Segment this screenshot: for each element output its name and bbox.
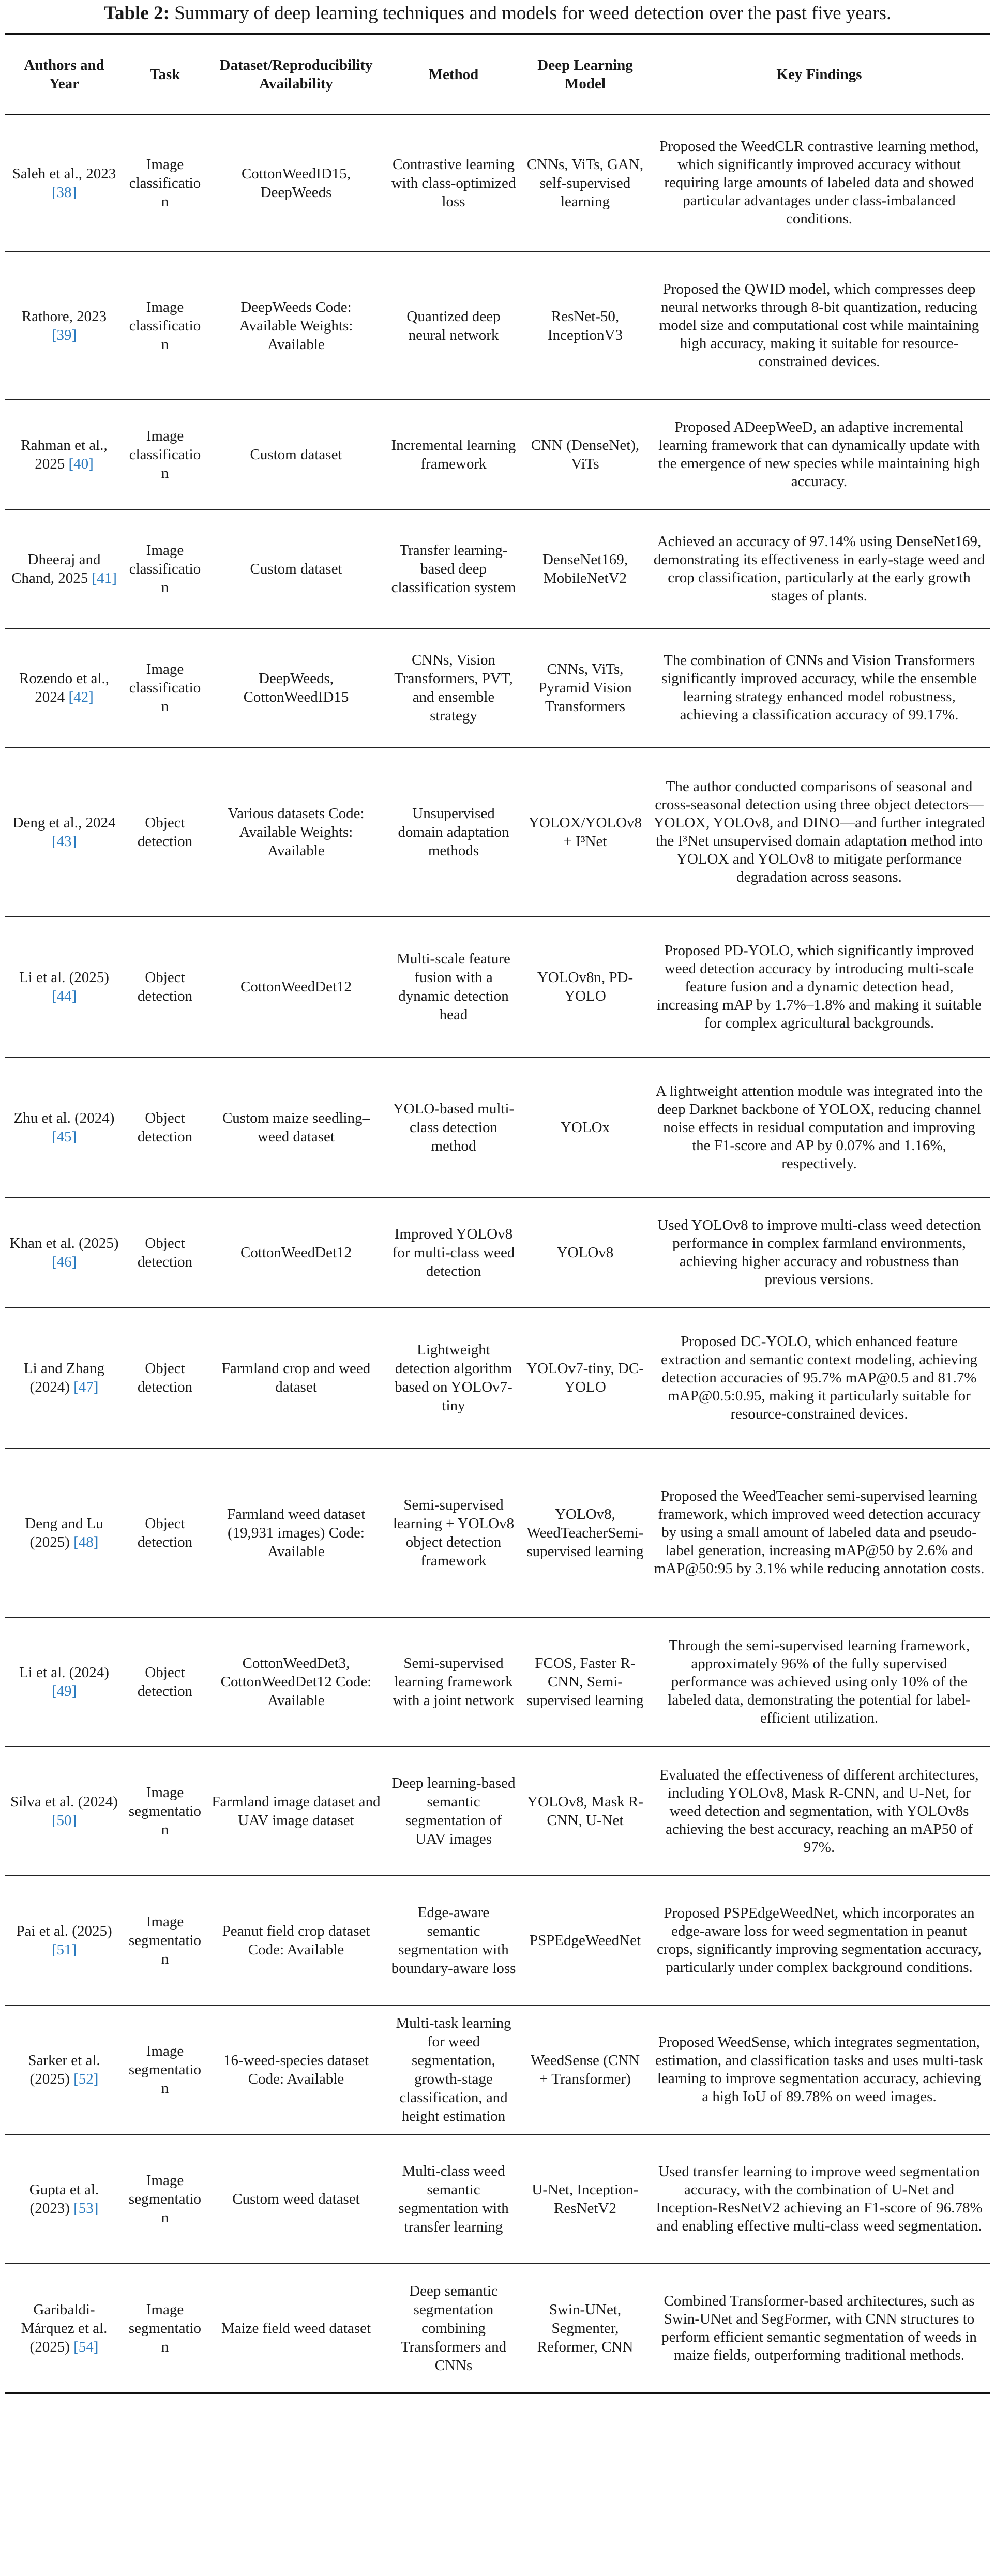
author-cell xyxy=(5,747,123,916)
dataset-cell: Farmland weed dataset (19,931 images) Code: Available xyxy=(227,1505,366,1560)
dataset-cell: Peanut field crop dataset Code: Available xyxy=(222,1923,370,1958)
task-cell: Image classification xyxy=(129,661,201,715)
citation-link[interactable]: [51] xyxy=(51,1941,77,1958)
caption-text: Summary of deep learning techniques and models for weed detection over the past five years. xyxy=(169,3,892,24)
citation-link[interactable]: [45] xyxy=(51,1128,77,1145)
author-cell xyxy=(5,1057,123,1198)
table-row xyxy=(5,114,990,251)
citation-link[interactable]: [52] xyxy=(73,2071,99,2087)
task-cell: Image segmentation xyxy=(128,1784,202,1838)
author-text: Khan et al. (2025) xyxy=(9,1235,119,1252)
header-method: Method xyxy=(385,34,522,114)
table-row xyxy=(5,1307,990,1448)
findings-cell: Through the semi-supervised learning framework, approximately 96% of the fully supervised performance was achieved using only 10% of the labeled data, demonstrating the potential for label-efficient utilization. xyxy=(668,1637,971,1726)
table-row xyxy=(5,916,990,1057)
author-text: Dheeraj and Chand, 2025 xyxy=(11,551,101,586)
author-text: Pai et al. (2025) xyxy=(16,1923,112,1939)
method-cell: Edge-aware semantic segmentation with boundary-aware loss xyxy=(391,1904,516,1977)
author-cell xyxy=(5,400,123,509)
author-text: Zhu et al. (2024) xyxy=(13,1110,115,1126)
citation-link[interactable]: [54] xyxy=(73,2338,99,2355)
author-text: Deng et al., 2024 xyxy=(12,814,116,831)
table-row xyxy=(5,509,990,628)
header-findings: Key Findings xyxy=(649,34,990,114)
author-cell xyxy=(5,2264,123,2393)
table-row xyxy=(5,1448,990,1617)
task-cell: Image segmentation xyxy=(128,2301,202,2355)
table-row xyxy=(5,251,990,400)
method-cell: CNNs, Vision Transformers, PVT, and ensemble strategy xyxy=(394,652,513,724)
dataset-cell: Maize field weed dataset xyxy=(221,2319,371,2337)
task-cell: Image classification xyxy=(129,156,201,210)
task-cell: Object detection xyxy=(137,969,193,1004)
dataset-cell: Custom dataset xyxy=(250,561,342,577)
findings-cell: Proposed the WeedTeacher semi-supervised learning framework, which improved weed detection accuracy by using a small amount of labeled data and pseudo-label generation, increasing mAP@50 by 2.6% and mAP@50:95 by 3.1% while reducing annotation costs. xyxy=(654,1488,985,1577)
author-cell xyxy=(5,1448,123,1617)
model-cell: YOLOv8 xyxy=(556,1244,614,1261)
dataset-cell: Farmland image dataset and UAV image dataset xyxy=(212,1794,381,1829)
task-cell: Image classification xyxy=(129,428,201,481)
method-cell: Multi-task learning for weed segmentation, growth-stage classification, and height estimation xyxy=(396,2015,511,2125)
dataset-cell: 16-weed-species dataset Code: Available xyxy=(223,2052,369,2087)
method-cell: Unsupervised domain adaptation methods xyxy=(398,805,509,859)
findings-cell: A lightweight attention module was integrated into the deep Darknet backbone of YOLOX, reducing channel noise effects in residual computation and improving the F1-score and AP by 0.07% and 1.16%, respectively. xyxy=(655,1082,983,1172)
task-cell: Image segmentation xyxy=(128,1914,202,1967)
findings-cell: The author conducted comparisons of seasonal and cross-seasonal detection using three object detectors—YOLOX, YOLOv8, and DINO—and further integrated the I³Net unsupervised domain adaptation method into YOLOX and YOLOv8 to mitigate performance degradation across seasons. xyxy=(653,778,985,885)
findings-cell: Evaluated the effectiveness of different architectures, including YOLOv8, Mask R-CNN, and U-Net, for weed detection and segmentation, with YOLOv8s achieving the best accuracy, reaching an mAP50 of 97%. xyxy=(659,1766,979,1856)
author-text: Rozendo et al., 2024 xyxy=(19,670,109,705)
findings-cell: Proposed ADeepWeeD, an adaptive incremental learning framework that can dynamically update with the emergence of new species while maintaining high accuracy. xyxy=(658,419,980,490)
model-cell: Swin-UNet, Segmenter, Reformer, CNN xyxy=(537,2301,634,2355)
dataset-cell: Custom dataset xyxy=(250,446,342,463)
author-cell xyxy=(5,1617,123,1746)
method-cell: Semi-supervised learning framework with a joint network xyxy=(393,1655,515,1709)
dataset-cell: CottonWeedDet3, CottonWeedDet12 Code: Available xyxy=(220,1655,372,1709)
author-text: Saleh et al., 2023 xyxy=(12,165,116,182)
method-cell: YOLO-based multi-class detection method xyxy=(393,1101,515,1154)
model-cell: PSPEdgeWeedNet xyxy=(529,1932,641,1949)
method-cell: Deep semantic segmentation combining Transformers and CNNs xyxy=(400,2282,507,2374)
dataset-cell: CottonWeedDet12 xyxy=(240,978,352,995)
model-cell: WeedSense (CNN + Transformer) xyxy=(530,2052,640,2087)
author-text: Garibaldi-Márquez et al. (2025) xyxy=(21,2301,108,2355)
dataset-cell: Various datasets Code: Available Weights: Available xyxy=(228,805,365,859)
method-cell: Quantized deep neural network xyxy=(406,308,501,343)
table-row xyxy=(5,2005,990,2134)
table-row xyxy=(5,2134,990,2264)
header-task: Task xyxy=(123,34,207,114)
task-cell: Object detection xyxy=(137,814,193,850)
dataset-cell: DeepWeeds Code: Available Weights: Available xyxy=(239,298,353,353)
header-dataset: Dataset/Reproducibility Availability xyxy=(207,34,385,114)
findings-cell: Proposed PSPEdgeWeedNet, which incorporates an edge-aware loss for weed segmentation in peanut crops, significantly improving segmentation accuracy, particularly under complex background conditions. xyxy=(657,1905,982,1976)
dataset-cell: Custom weed dataset xyxy=(232,2191,360,2207)
method-cell: Improved YOLOv8 for multi-class weed detection xyxy=(392,1226,515,1279)
author-cell xyxy=(5,628,123,747)
author-cell xyxy=(5,1307,123,1448)
author-text: Rahman et al., 2025 xyxy=(21,437,108,472)
author-cell xyxy=(5,509,123,628)
table-row xyxy=(5,1876,990,2005)
citation-link[interactable]: [39] xyxy=(51,326,77,343)
author-cell xyxy=(5,114,123,251)
task-cell: Object detection xyxy=(137,1515,193,1550)
task-cell: Object detection xyxy=(137,1664,193,1699)
table-row xyxy=(5,628,990,747)
findings-cell: Proposed DC-YOLO, which enhanced feature extraction and semantic context modeling, achieving detection accuracies of 95.7% mAP@0.5 and 81.7% mAP@0.5:0.95, making it particularly suitable for resource-constrained devices. xyxy=(660,1333,978,1422)
method-cell: Transfer learning-based deep classification system xyxy=(391,542,516,596)
findings-cell: Used transfer learning to improve weed segmentation accuracy, with the combination of U-Net and Inception-ResNetV2 achieving an F1-score of 96.78% and enabling effective multi-class weed segmentation. xyxy=(656,2163,983,2234)
dataset-cell: Farmland crop and weed dataset xyxy=(221,1360,371,1395)
table-row xyxy=(5,747,990,916)
citation-link[interactable]: [53] xyxy=(73,2200,99,2217)
model-cell: CNNs, ViTs, GAN, self-supervised learning xyxy=(526,156,644,210)
author-cell xyxy=(5,1198,123,1307)
model-cell: YOLOv8, Mask R-CNN, U-Net xyxy=(527,1794,643,1829)
citation-link[interactable]: [44] xyxy=(51,988,77,1004)
author-cell xyxy=(5,1746,123,1876)
citation-link[interactable]: [40] xyxy=(68,456,94,472)
task-cell: Image classification xyxy=(129,542,201,596)
model-cell: YOLOx xyxy=(560,1119,610,1136)
author-cell xyxy=(5,2005,123,2134)
model-cell: DenseNet169, MobileNetV2 xyxy=(542,551,628,586)
table-row xyxy=(5,400,990,509)
model-cell: ResNet-50, InceptionV3 xyxy=(548,308,623,343)
author-text: Gupta et al. (2023) xyxy=(29,2181,99,2217)
header-authors: Authors and Year xyxy=(5,34,123,114)
author-cell xyxy=(5,251,123,400)
header-row xyxy=(5,34,990,114)
findings-cell: Proposed the WeedCLR contrastive learning method, which significantly improved accuracy without requiring large amounts of labeled data and showed particular advantages under class-imbalanced conditions. xyxy=(659,138,979,227)
table-row xyxy=(5,2264,990,2393)
table-row xyxy=(5,1746,990,1876)
dataset-cell: CottonWeedID15, DeepWeeds xyxy=(241,165,351,201)
task-cell: Image segmentation xyxy=(128,2172,202,2226)
dataset-cell: Custom maize seedling–weed dataset xyxy=(222,1110,370,1145)
table-label: Table 2: xyxy=(103,3,170,24)
author-cell xyxy=(5,1876,123,2005)
model-cell: YOLOv7-tiny, DC-YOLO xyxy=(526,1360,644,1395)
citation-link[interactable]: [49] xyxy=(51,1683,77,1699)
method-cell: Semi-supervised learning + YOLOv8 object detection framework xyxy=(393,1496,515,1569)
weed-detection-summary-table xyxy=(5,33,990,2394)
citation-link[interactable]: [50] xyxy=(51,1812,77,1829)
citation-link[interactable]: [42] xyxy=(68,689,94,705)
model-cell: FCOS, Faster R-CNN, Semi-supervised learning xyxy=(526,1655,644,1709)
author-text: Sarker et al. (2025) xyxy=(28,2052,100,2087)
author-cell xyxy=(5,2134,123,2264)
model-cell: YOLOX/YOLOv8 + I³Net xyxy=(528,814,642,850)
findings-cell: Proposed PD-YOLO, which significantly improved weed detection accuracy by introducing multi-scale feature fusion and a dynamic detection head, increasing mAP by 1.7%–1.8% and making it suitable for complex agricultural backgrounds. xyxy=(657,942,982,1031)
method-cell: Multi-class weed semantic segmentation with transfer learning xyxy=(398,2163,509,2235)
table-row xyxy=(5,1057,990,1198)
citation-link[interactable]: [41] xyxy=(92,570,117,586)
model-cell: U-Net, Inception-ResNetV2 xyxy=(532,2181,639,2217)
citation-link[interactable]: [47] xyxy=(73,1379,99,1395)
findings-cell: Achieved an accuracy of 97.14% using DenseNet169, demonstrating its effectiveness in early-stage weed and crop classification, particularly at the early growth stages of plants. xyxy=(653,533,985,604)
task-cell: Object detection xyxy=(137,1235,193,1270)
table-row xyxy=(5,1198,990,1307)
author-text: Rathore, 2023 xyxy=(21,308,107,325)
task-cell: Image classification xyxy=(129,298,201,353)
dataset-cell: DeepWeeds, CottonWeedID15 xyxy=(243,670,349,705)
author-text: Li et al. (2024) xyxy=(19,1664,109,1681)
method-cell: Deep learning-based semantic segmentation of UAV images xyxy=(391,1775,516,1847)
task-cell: Object detection xyxy=(137,1110,193,1145)
findings-cell: Combined Transformer-based architectures, such as Swin-UNet and SegFormer, with CNN structures to perform efficient semantic segmentation of weeds in maize fields, outperforming traditional methods. xyxy=(661,2292,977,2363)
author-text: Silva et al. (2024) xyxy=(10,1794,118,1810)
dataset-cell: CottonWeedDet12 xyxy=(240,1244,352,1261)
method-cell: Multi-scale feature fusion with a dynamic detection head xyxy=(397,951,510,1023)
citation-link[interactable]: [48] xyxy=(73,1533,99,1550)
header-model: Deep Learning Model xyxy=(522,34,649,114)
citation-link[interactable]: [43] xyxy=(51,833,77,850)
author-text: Li and Zhang (2024) xyxy=(23,1360,105,1395)
table-row xyxy=(5,1617,990,1746)
method-cell: Contrastive learning with class-optimized loss xyxy=(391,156,516,210)
author-cell xyxy=(5,916,123,1057)
method-cell: Lightweight detection algorithm based on YOLOv7-tiny xyxy=(395,1342,512,1414)
findings-cell: Used YOLOv8 to improve multi-class weed detection performance in complex farmland environments, achieving higher accuracy and robustness than previous versions. xyxy=(657,1217,981,1288)
model-cell: YOLOv8, WeedTeacherSemi-supervised learning xyxy=(526,1505,644,1560)
model-cell: CNNs, ViTs, Pyramid Vision Transformers xyxy=(538,661,632,715)
citation-link[interactable]: [46] xyxy=(51,1254,77,1270)
task-cell: Object detection xyxy=(137,1360,193,1395)
author-text: Deng and Lu (2025) xyxy=(25,1515,103,1550)
task-cell: Image segmentation xyxy=(128,2043,202,2097)
model-cell: YOLOv8n, PD-YOLO xyxy=(537,969,634,1004)
model-cell: CNN (DenseNet), ViTs xyxy=(531,437,640,472)
findings-cell: Proposed the QWID model, which compresses deep neural networks through 8-bit quantization, reducing model size and computational cost while maintaining high accuracy, making it suitable for resource-constrained devices. xyxy=(659,281,979,370)
findings-cell: Proposed WeedSense, which integrates segmentation, estimation, and classification tasks and uses multi-task learning to improve segmentation accuracy, achieving a high IoU of 89.78% on weed images. xyxy=(655,2034,983,2105)
author-text: Li et al. (2025) xyxy=(19,969,109,986)
table-caption xyxy=(0,0,995,26)
findings-cell: The combination of CNNs and Vision Transformers significantly improved accuracy, while the ensemble learning strategy enhanced model robustness, achieving a classification accuracy of 99.17%. xyxy=(661,652,977,723)
method-cell: Incremental learning framework xyxy=(391,437,516,472)
citation-link[interactable]: [38] xyxy=(51,184,77,201)
